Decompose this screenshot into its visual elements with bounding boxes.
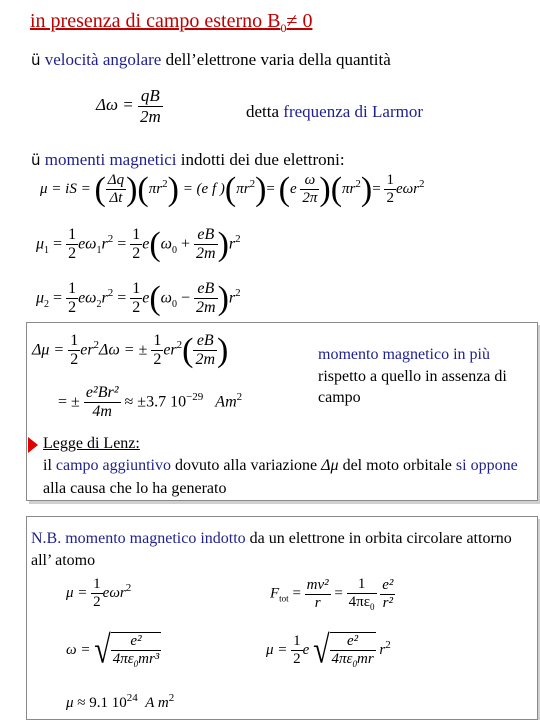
note-momento-in-piu: momento magnetico in più rispetto a quello in assenza di campo — [318, 346, 507, 407]
formula-mu: μ = iS = ( $\frac{\Delta q}{\Delta t}$ )$(\pi r^2) = (e$ f )$(\pi r^2)= (e$ $\frac{\omega}{2\pi}$ )$(\pi r^2)=$ $\frac{1}{2}$ eωr$^2$ — [40, 170, 425, 208]
sqrt-symbol: √ — [94, 628, 111, 672]
formula-nb-mu-value: μ ≈ 9.1 $10^{24}$ A $m^2$ — [66, 692, 175, 711]
check-icon: ü — [31, 151, 41, 169]
lenz-text: Legge di Lenz: il campo aggiuntivo dovuto alla variazione Δμ del moto orbitale si oppone alla causa che lo ha generato — [43, 435, 518, 497]
formula-nb-mu: μ = $\frac{1}{2}$ eωr$^2$ — [66, 576, 132, 611]
formula-nb-force: $F_{tot}$ = $\frac{\text{mv²}}{r}$ = $\frac{1}{4\pi\varepsilon_0}$ $\frac{\text{e²}}{\text{r²}}$ — [270, 576, 394, 613]
formula-mu2: $\mu_2$ = $\frac{1}{2}$ $e\omega_2r^2$ = $\frac{1}{2}$ $e(\omega_0$ − $\frac{eB}{2m}$ )$r^2$ — [36, 279, 241, 317]
sqrt-symbol: √ — [313, 628, 330, 672]
lenz-title: Legge di Lenz: — [43, 435, 140, 452]
formula-delta-mu-value: = ± $\frac{\text{e²Br²}}{4m}$ ≈ ±3.7 $10^{-29}$ Am$^2$ — [58, 384, 243, 421]
term-larmor: frequenza di Larmor — [283, 102, 423, 121]
bullet-velocita: ü velocità angolare dell’elettrone varia della quantità — [31, 50, 391, 69]
check-icon: ü — [31, 51, 41, 69]
formula-delta-omega: Δω = $\frac{qB}{2m}$ — [96, 86, 161, 126]
nb-text: N.B. momento magnetico indotto da un elettrone in orbita circolare attorno all’ atomo — [31, 530, 512, 570]
formula-nb-mu-full: μ = $\frac{1}{2}$ e √ $\frac{\text{e²}}{4\pi\varepsilon_0mr}$ $r^2$ — [266, 628, 391, 672]
page-title: in presenza di campo esterno $B_0\ne 0$ — [30, 10, 313, 35]
bullet-momenti: ü momenti magnetici indotti dei due elettroni: — [31, 150, 345, 169]
formula-delta-mu: Δμ = $\frac{1}{2}$ $er^2\Delta\omega$ = ± $\frac{1}{2}$ $er^2$( $\frac{eB}{2m}$ ) — [32, 331, 229, 369]
note-larmor: detta frequenza di Larmor — [246, 102, 423, 121]
formula-nb-omega: ω = √ $\frac{\text{e²}}{4\pi\varepsilon_0mr^3}$ — [66, 628, 160, 672]
term-momenti-magnetici: momenti magnetici — [44, 150, 177, 169]
formula-mu1: $\mu_1$ = $\frac{1}{2}$ $e\omega_1r^2$ = $\frac{1}{2}$ $e(\omega_0$ + $\frac{eB}{2m}$ )$r^2$ — [36, 225, 241, 263]
term-velocita-angolare: velocità angolare — [44, 50, 162, 69]
red-arrow-icon — [28, 437, 38, 453]
